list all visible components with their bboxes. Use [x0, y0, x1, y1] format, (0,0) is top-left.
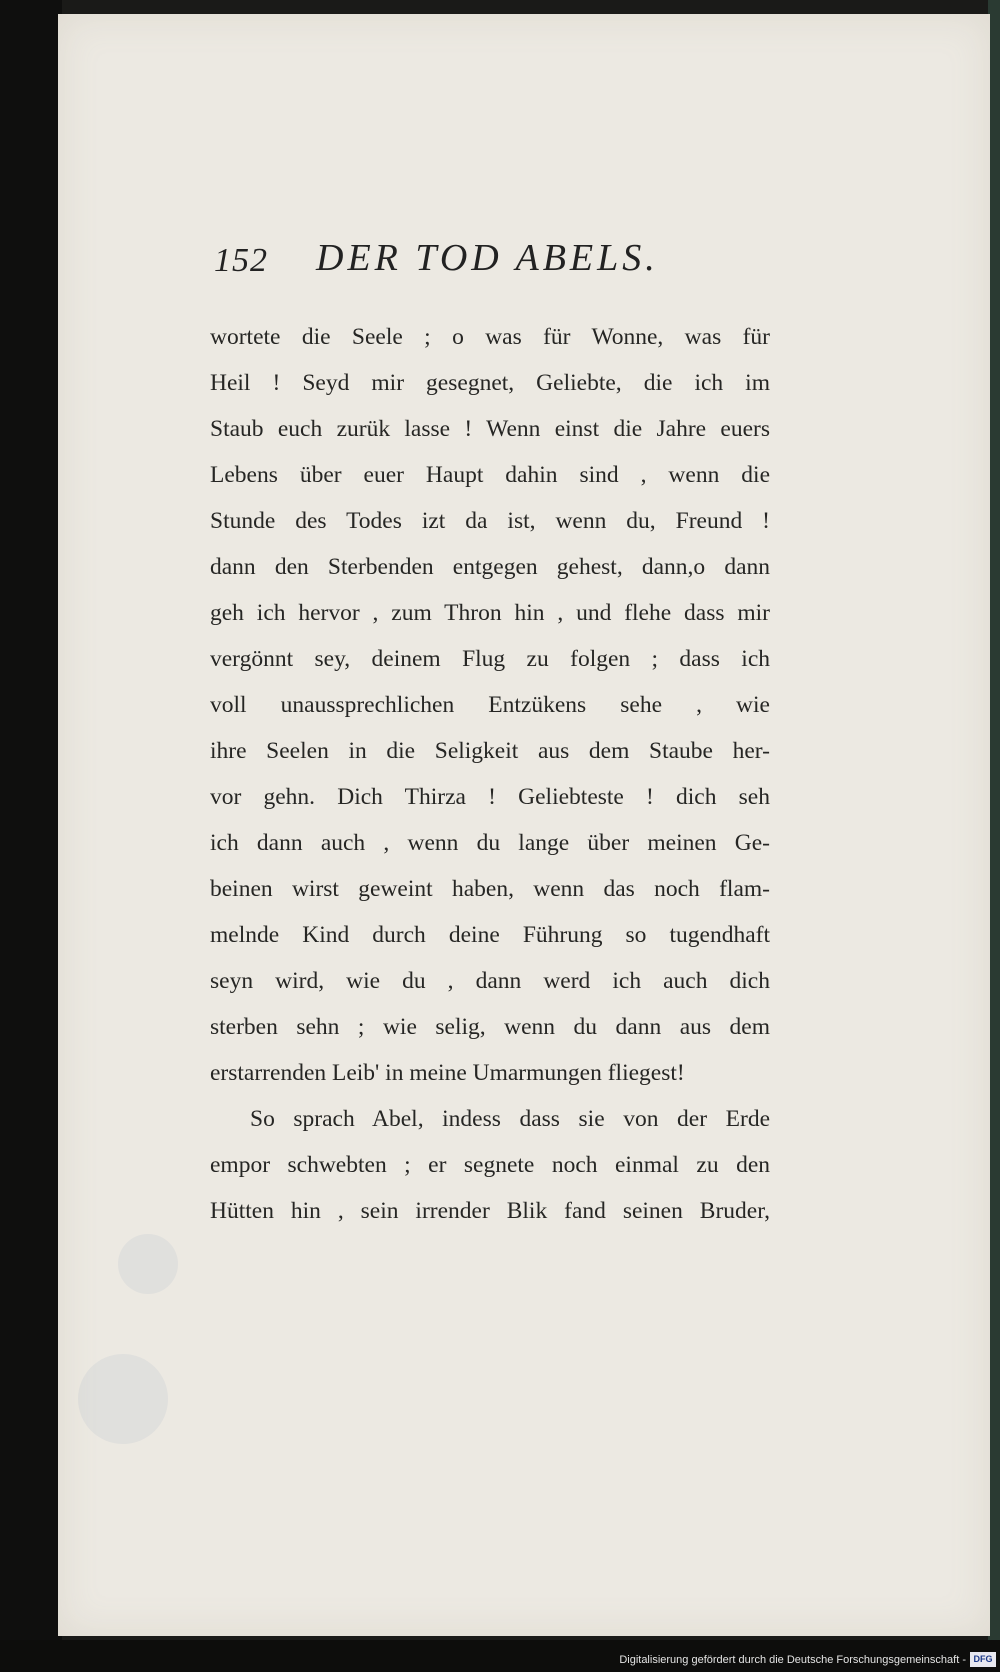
text-line: beinen wirst geweint haben, wenn das noch flam- — [210, 876, 770, 902]
text-line: ich dann auch , wenn du lange über meinen Ge- — [210, 830, 770, 856]
digitization-credit: Digitalisierung gefördert durch die Deutsche Forschungsgemeinschaft - — [619, 1654, 966, 1666]
text-line: erstarrenden Leib' in meine Umarmungen fliegest! — [210, 1060, 685, 1086]
text-line-paragraph-start: So sprach Abel, indess dass sie von der Erde — [250, 1106, 770, 1132]
text-line: ihre Seelen in die Seligkeit aus dem Staube her- — [210, 738, 770, 764]
text-line: vergönnt sey, deinem Flug zu folgen ; dass ich — [210, 646, 770, 672]
page-title: DER TOD ABELS. — [316, 237, 659, 279]
body-text — [210, 314, 770, 1234]
text-line: Hütten hin , sein irrender Blik fand seinen Bruder, — [210, 1198, 770, 1224]
text-line: seyn wird, wie du , dann werd ich auch dich — [210, 968, 770, 994]
text-line: geh ich hervor , zum Thron hin , und flehe dass mir — [210, 600, 770, 626]
text-line: Lebens über euer Haupt dahin sind , wenn die — [210, 462, 770, 488]
text-line: vor gehn. Dich Thirza ! Geliebteste ! dich seh — [210, 784, 770, 810]
text-line: empor schwebten ; er segnete noch einmal zu den — [210, 1152, 770, 1178]
text-line: sterben sehn ; wie selig, wenn du dann aus dem — [210, 1014, 770, 1040]
text-line: melnde Kind durch deine Führung so tugendhaft — [210, 922, 770, 948]
text-line: voll unaussprechlichen Entzükens sehe , wie — [210, 692, 770, 718]
paper-stain — [78, 1354, 168, 1444]
text-line: Stunde des Todes izt da ist, wenn du, Freund ! — [210, 508, 770, 534]
page-number: 152 — [214, 242, 268, 279]
running-head — [214, 236, 774, 290]
text-line: Staub euch zurük lasse ! Wenn einst die Jahre euers — [210, 416, 770, 442]
dfg-logo: DFG — [970, 1652, 996, 1667]
scan-left-edge — [0, 0, 62, 1640]
text-line: wortete die Seele ; o was für Wonne, was für — [210, 324, 770, 350]
text-line: dann den Sterbenden entgegen gehest, dann,o dann — [210, 554, 770, 580]
paper-stain — [118, 1234, 178, 1294]
text-line: Heil ! Seyd mir gesegnet, Geliebte, die ich im — [210, 370, 770, 396]
